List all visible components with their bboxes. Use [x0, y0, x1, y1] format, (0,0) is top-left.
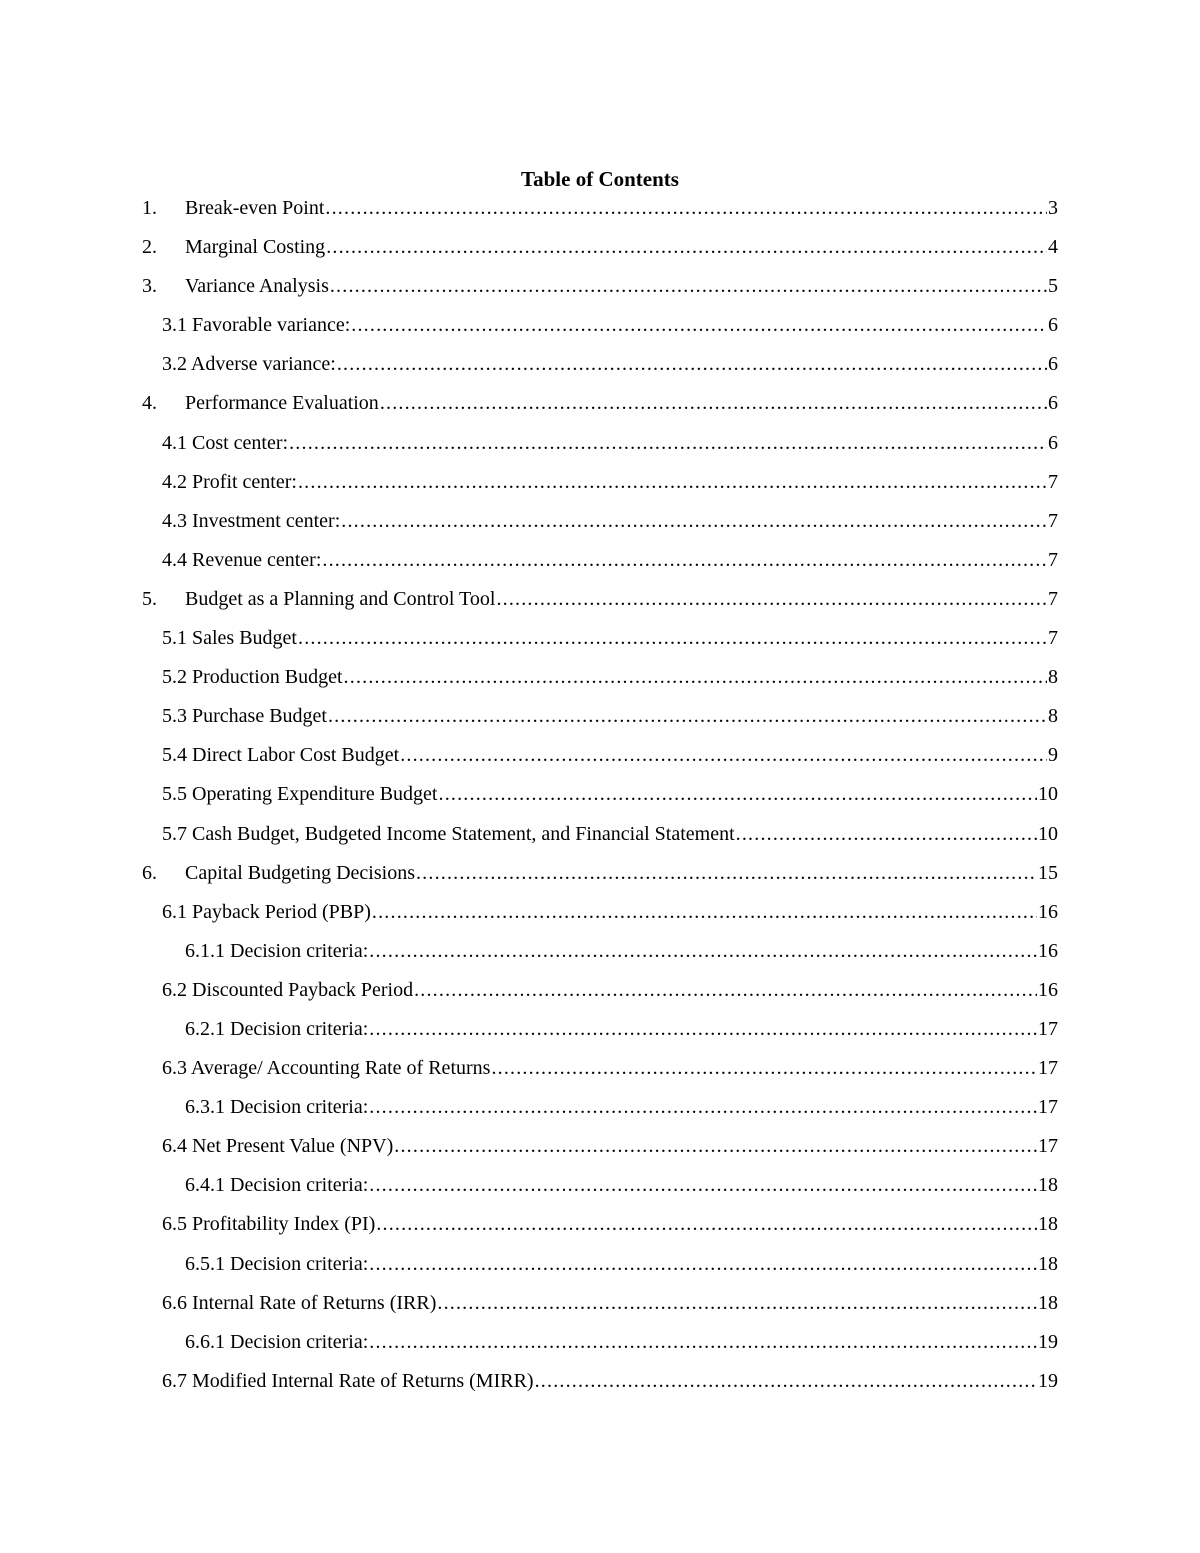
- toc-entry[interactable]: [142, 506, 1058, 545]
- toc-entry[interactable]: [142, 1170, 1058, 1209]
- toc-entry[interactable]: [142, 897, 1058, 936]
- toc-page-number: 17: [1038, 1135, 1058, 1158]
- toc-page-number: 16: [1038, 978, 1058, 1001]
- toc-page-number: 7: [1048, 509, 1058, 532]
- toc-page-number: 10: [1038, 783, 1058, 806]
- toc-entry-title[interactable]: Budget as a Planning and Control Tool: [185, 587, 496, 610]
- toc-entry[interactable]: [142, 975, 1058, 1014]
- toc-page-number: 8: [1048, 705, 1058, 728]
- toc-entry[interactable]: [142, 740, 1058, 779]
- toc-page-number: 19: [1038, 1369, 1058, 1392]
- toc-page-number: 18: [1038, 1291, 1058, 1314]
- toc-page-number: 3: [1048, 197, 1058, 219]
- toc-page-number: 9: [1048, 744, 1058, 767]
- toc-entry-title[interactable]: 5.4 Direct Labor Cost Budget: [162, 744, 400, 767]
- toc-dot-leader: [289, 428, 1047, 458]
- toc-dot-leader: [496, 584, 1047, 614]
- toc-entry-title[interactable]: 6.2.1 Decision criteria:: [185, 1017, 369, 1040]
- toc-entry[interactable]: [142, 858, 1058, 897]
- toc-dot-leader: [298, 467, 1047, 497]
- toc-page-number: 7: [1048, 470, 1058, 493]
- toc-entry-title[interactable]: 4.4 Revenue center:: [162, 548, 322, 571]
- toc-entry[interactable]: [142, 1288, 1058, 1327]
- toc-dot-leader: [376, 1209, 1037, 1239]
- toc-dot-leader: [394, 1131, 1037, 1161]
- toc-entry[interactable]: [142, 428, 1058, 467]
- toc-entry-title[interactable]: Marginal Costing: [185, 236, 326, 259]
- toc-entry[interactable]: [142, 779, 1058, 818]
- toc-entry-title[interactable]: Capital Budgeting Decisions: [185, 861, 415, 884]
- toc-page-number: 16: [1038, 900, 1058, 923]
- toc-entry-title[interactable]: 6.6 Internal Rate of Returns (IRR): [162, 1291, 437, 1314]
- toc-page-number: 7: [1048, 587, 1058, 610]
- toc-entry-title[interactable]: 6.5 Profitability Index (PI): [162, 1213, 376, 1236]
- toc-entry-title[interactable]: 5.1 Sales Budget: [162, 627, 297, 650]
- toc-entry-number: 1.: [142, 197, 157, 219]
- toc-list: [142, 193, 1058, 1405]
- toc-entry-title[interactable]: Variance Analysis: [185, 275, 329, 298]
- toc-dot-leader: [325, 193, 1047, 223]
- toc-entry[interactable]: [142, 1366, 1058, 1405]
- toc-dot-leader: [369, 1170, 1037, 1200]
- toc-entry[interactable]: [142, 349, 1058, 388]
- toc-entry-title[interactable]: 6.1 Payback Period (PBP): [162, 900, 371, 923]
- toc-entry-title[interactable]: Break-even Point: [185, 197, 325, 219]
- toc-page-number: 5: [1048, 275, 1058, 298]
- toc-entry-title[interactable]: 5.2 Production Budget: [162, 666, 343, 689]
- toc-dot-leader: [369, 1327, 1037, 1357]
- toc-page-number: 19: [1038, 1330, 1058, 1353]
- toc-dot-leader: [344, 662, 1047, 692]
- toc-entry-title[interactable]: 4.2 Profit center:: [162, 470, 297, 493]
- toc-dot-leader: [491, 1053, 1037, 1083]
- toc-page-number: 4: [1048, 236, 1058, 259]
- toc-entry[interactable]: [142, 545, 1058, 584]
- toc-dot-leader: [535, 1366, 1037, 1396]
- toc-dot-leader: [416, 858, 1037, 888]
- toc-entry-title[interactable]: 6.4.1 Decision criteria:: [185, 1174, 369, 1197]
- toc-entry-title[interactable]: 6.4 Net Present Value (NPV): [162, 1135, 394, 1158]
- toc-page-number: 7: [1048, 627, 1058, 650]
- toc-entry[interactable]: [142, 271, 1058, 310]
- toc-dot-leader: [372, 897, 1037, 927]
- toc-entry[interactable]: [142, 584, 1058, 623]
- toc-entry[interactable]: [142, 1092, 1058, 1131]
- toc-entry-number: 3.: [142, 275, 157, 298]
- toc-entry-title[interactable]: Performance Evaluation: [185, 392, 379, 415]
- toc-entry-title[interactable]: 5.3 Purchase Budget: [162, 705, 327, 728]
- toc-page-number: 18: [1038, 1213, 1058, 1236]
- toc-dot-leader: [414, 975, 1037, 1005]
- toc-page-number: 7: [1048, 548, 1058, 571]
- toc-page-number: 18: [1038, 1174, 1058, 1197]
- toc-dot-leader: [369, 936, 1037, 966]
- toc-entry[interactable]: [142, 819, 1058, 858]
- toc-dot-leader: [380, 388, 1047, 418]
- toc-entry[interactable]: [142, 1249, 1058, 1288]
- toc-dot-leader: [351, 310, 1047, 340]
- toc-page-number: 17: [1038, 1096, 1058, 1119]
- toc-dot-leader: [736, 819, 1037, 849]
- toc-entry[interactable]: [142, 310, 1058, 349]
- toc-entry[interactable]: [142, 1014, 1058, 1053]
- toc-entry-title[interactable]: 6.3 Average/ Accounting Rate of Returns: [162, 1057, 491, 1080]
- toc-dot-leader: [330, 271, 1047, 301]
- toc-entry[interactable]: [142, 388, 1058, 427]
- toc-entry-title[interactable]: 6.3.1 Decision criteria:: [185, 1096, 369, 1119]
- toc-dot-leader: [400, 740, 1047, 770]
- toc-dot-leader: [369, 1014, 1037, 1044]
- toc-entry[interactable]: [142, 467, 1058, 506]
- toc-entry[interactable]: [142, 232, 1058, 271]
- toc-entry-title[interactable]: 6.1.1 Decision criteria:: [185, 939, 369, 962]
- toc-entry-title[interactable]: 3.2 Adverse variance:: [162, 353, 336, 376]
- toc-dot-leader: [439, 779, 1038, 809]
- toc-page-number: 17: [1038, 1057, 1058, 1080]
- toc-entry-number: 6.: [142, 861, 157, 884]
- toc-dot-leader: [341, 506, 1047, 536]
- toc-entry[interactable]: [142, 701, 1058, 740]
- toc-dot-leader: [326, 232, 1047, 262]
- toc-entry[interactable]: [142, 1053, 1058, 1092]
- toc-entry-title[interactable]: 6.5.1 Decision criteria:: [185, 1252, 369, 1275]
- toc-dot-leader: [322, 545, 1047, 575]
- toc-entry-title[interactable]: 4.1 Cost center:: [162, 431, 289, 454]
- toc-entry-title[interactable]: 5.5 Operating Expenditure Budget: [162, 783, 438, 806]
- toc-dot-leader: [337, 349, 1047, 379]
- toc-entry[interactable]: [142, 623, 1058, 662]
- toc-dot-leader: [298, 623, 1047, 653]
- toc-entry[interactable]: [142, 1209, 1058, 1248]
- toc-entry-number: 2.: [142, 236, 157, 259]
- toc-page-number: 6: [1048, 392, 1058, 415]
- toc-page-number: 10: [1038, 822, 1058, 845]
- toc-page-number: 16: [1038, 939, 1058, 962]
- toc-entry-title[interactable]: 6.7 Modified Internal Rate of Returns (MIRR): [162, 1369, 534, 1392]
- toc-title: Table of Contents: [521, 167, 679, 191]
- toc-entry-title[interactable]: 3.1 Favorable variance:: [162, 314, 351, 337]
- toc-page-number: 6: [1048, 431, 1058, 454]
- toc-entry[interactable]: [142, 936, 1058, 975]
- toc-page-number: 8: [1048, 666, 1058, 689]
- toc-dot-leader: [369, 1249, 1037, 1279]
- toc-entry[interactable]: [142, 662, 1058, 701]
- toc-page-number: 15: [1038, 861, 1058, 884]
- toc-entry-title[interactable]: 6.6.1 Decision criteria:: [185, 1330, 369, 1353]
- toc-entry-title[interactable]: 6.2 Discounted Payback Period: [162, 978, 414, 1001]
- toc-dot-leader: [369, 1092, 1037, 1122]
- toc-entry-title[interactable]: 4.3 Investment center:: [162, 509, 341, 532]
- toc-entry[interactable]: [142, 193, 1058, 232]
- toc-page-number: 17: [1038, 1017, 1058, 1040]
- toc-page-number: 6: [1048, 314, 1058, 337]
- toc-entry-number: 5.: [142, 587, 157, 610]
- toc-page-number: 18: [1038, 1252, 1058, 1275]
- toc-entry-number: 4.: [142, 392, 157, 415]
- toc-page-number: 6: [1048, 353, 1058, 376]
- toc-entry-title[interactable]: 5.7 Cash Budget, Budgeted Income Statement, and Financial Statement: [162, 822, 735, 845]
- toc-entry[interactable]: [142, 1131, 1058, 1170]
- toc-dot-leader: [437, 1288, 1037, 1318]
- toc-dot-leader: [328, 701, 1047, 731]
- toc-entry[interactable]: [142, 1327, 1058, 1366]
